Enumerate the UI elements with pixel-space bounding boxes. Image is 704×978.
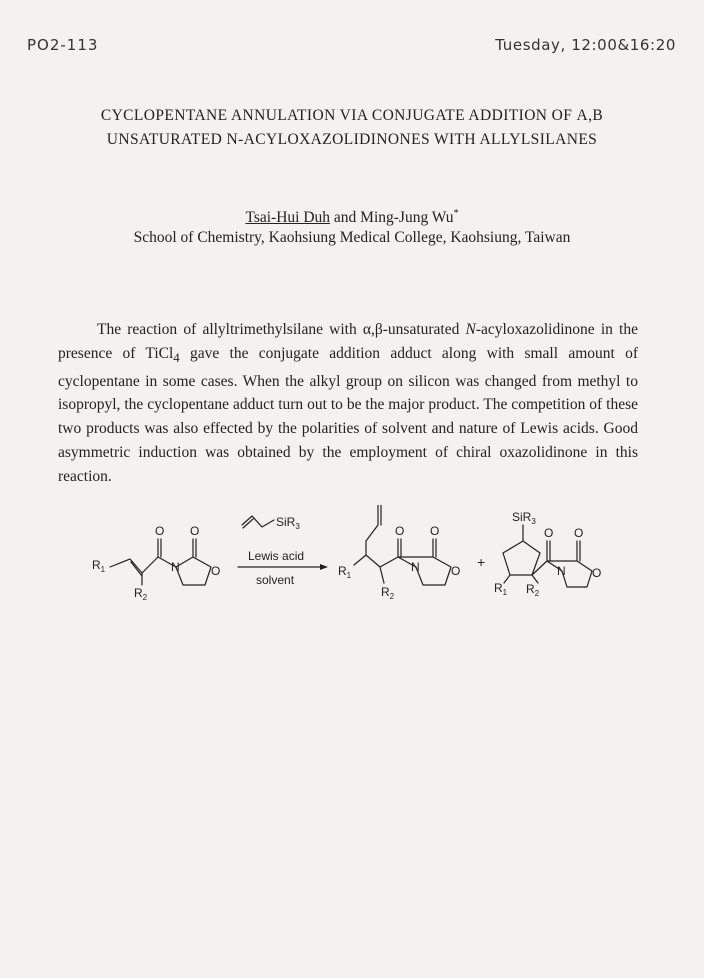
plus-sign: + [477, 554, 486, 570]
p1-carbonyl-o: O [395, 524, 405, 538]
sm-bonds [110, 539, 211, 585]
title-line-1: CYCLOPENTANE ANNULATION VIA CONJUGATE ADDITION OF Α,Β [100, 107, 604, 124]
sm-ring-o: O [211, 564, 221, 578]
p2-ring-n: N [557, 564, 566, 578]
p1-ring-carbonyl-o: O [430, 524, 440, 538]
author-first: Tsai-Hui Duh [245, 209, 331, 227]
abstract-subscript: 4 [173, 349, 180, 365]
p2-sir3-label: SiR$_3$ [512, 510, 536, 526]
sm-r1-label: $R_1$ [92, 558, 106, 574]
author-second: Ming-Jung Wu [360, 209, 454, 227]
abstract-text-1: The reaction of allyltrimethylsilane with α,β-unsaturated [97, 321, 466, 338]
authors [40, 203, 664, 229]
p2-carbonyl-o: O [544, 526, 554, 540]
product1-bonds [354, 505, 451, 585]
abstract-text-2: -acyloxazolidinone in the presence of TiCl [58, 321, 638, 362]
abstract-code: PO2-113 [27, 36, 99, 54]
p1-ring-n: N [411, 560, 420, 574]
sm-carbonyl-o: O [155, 524, 165, 538]
abstract-body [58, 318, 638, 489]
sm-ring-carbonyl-o: O [190, 524, 200, 538]
abstract-text-3: gave the conjugate addition adduct along with small amount of cyclopentane in some cases. When the alkyl group on silicon was changed from methyl to isopropyl, the cyclopentane adduct turn out to be the major product. The competition of these two products was also effected by the polarities of solvent and nature of Lewis acids. Good asymmetric induction was obtained by the employment of chiral oxazolidinone in this reaction. [58, 344, 638, 485]
reaction-scheme [80, 505, 640, 620]
allylsilane-bonds [242, 516, 274, 528]
p2-r2-label: $R_2$ [526, 582, 540, 598]
p1-r1-label: $R_1$ [338, 564, 352, 580]
sm-r2-label: $R_2$ [134, 586, 148, 602]
author-joiner: and [333, 209, 357, 227]
affiliation: School of Chemistry, Kaohsiung Medical College, Kaohsiung, Taiwan [133, 229, 571, 246]
p1-r2-label: $R_2$ [381, 585, 395, 601]
session-time: Tuesday, 12:00&16:20 [495, 36, 676, 54]
reagent-label: SiR$_3$ [276, 515, 300, 531]
p2-ring-o: O [592, 566, 602, 580]
sm-ring-n: N [171, 560, 180, 574]
title-line-2: UNSATURATED N-ACYLOXAZOLIDINONES WITH ALLYLSILANES [106, 131, 598, 148]
p2-ring-carbonyl-o: O [574, 526, 584, 540]
condition-lewis-acid: Lewis acid [248, 549, 305, 563]
reaction-arrowhead [320, 564, 328, 570]
condition-solvent: solvent [256, 573, 295, 587]
corresponding-mark: * [453, 208, 459, 219]
abstract-italic-n: N [465, 321, 476, 338]
p1-ring-o: O [451, 564, 461, 578]
p2-r1-label: $R_1$ [494, 581, 508, 597]
